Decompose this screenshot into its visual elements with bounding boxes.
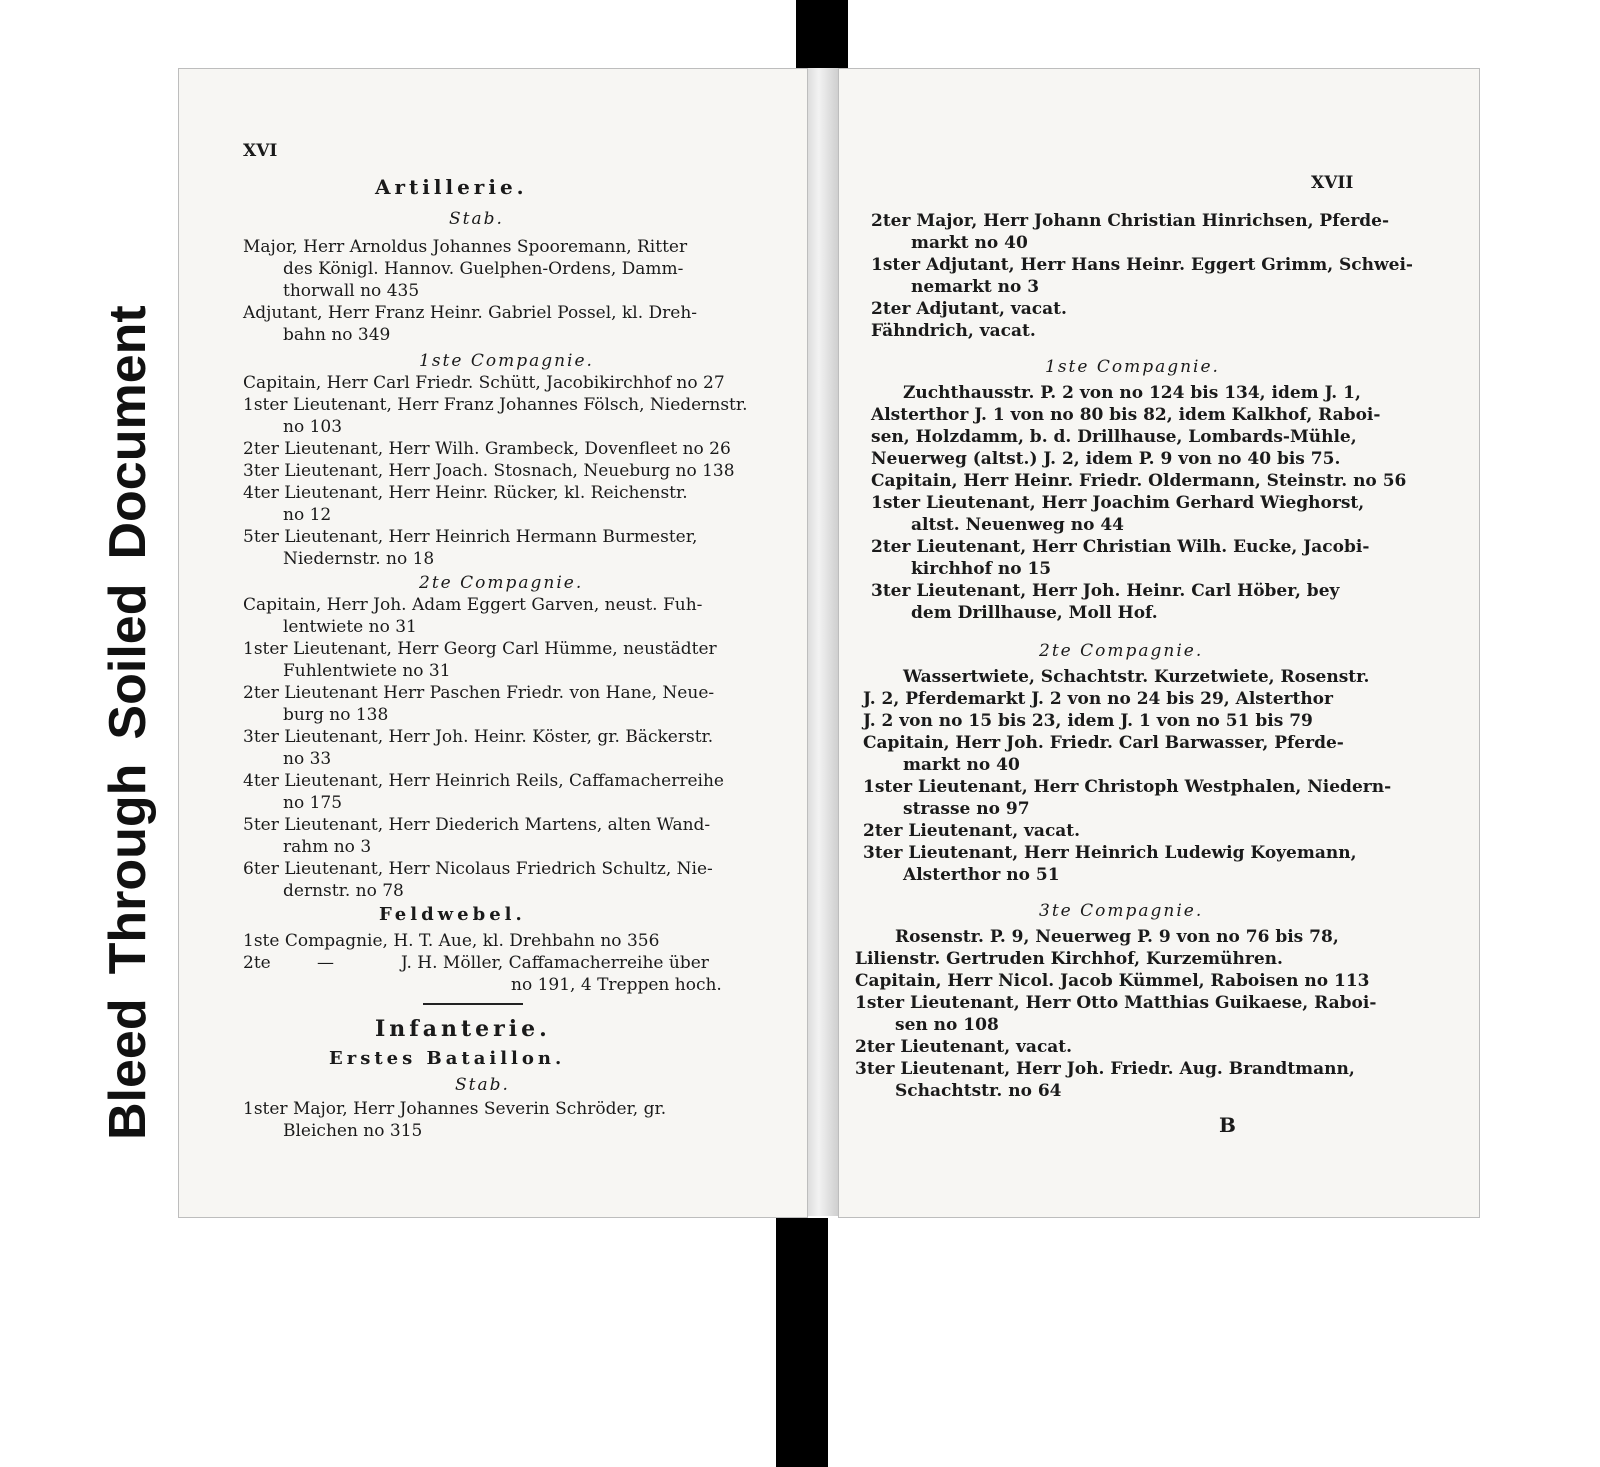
text-line: Capitain, Herr Nicol. Jacob Kümmel, Raboisen no 113 [855, 971, 1370, 991]
text-line: no 191, 4 Treppen hoch. [511, 975, 722, 995]
text-line: Major, Herr Arnoldus Johannes Spooremann, Ritter [243, 237, 688, 257]
battalion-heading: Erstes Bataillon. [329, 1048, 566, 1069]
text-line: Schachtstr. no 64 [895, 1081, 1062, 1101]
text-line: Adjutant, Herr Franz Heinr. Gabriel Possel, kl. Dreh- [243, 303, 698, 323]
page-number: XVII [1311, 173, 1354, 193]
text-line: 2te [243, 953, 271, 973]
text-line: sen no 108 [895, 1015, 999, 1035]
text-line: strasse no 97 [903, 799, 1030, 819]
right-page [838, 68, 1480, 1218]
text-line: thorwall no 435 [283, 281, 420, 301]
company-heading: 2te Compagnie. [419, 573, 584, 593]
section-divider [423, 1003, 523, 1005]
text-line: J. 2 von no 15 bis 23, idem J. 1 von no 51 bis 79 [863, 711, 1313, 731]
text-line: 1ster Lieutenant, Herr Joachim Gerhard Wieghorst, [871, 493, 1365, 513]
text-line: lentwiete no 31 [283, 617, 417, 637]
text-line: 1ster Major, Herr Johannes Severin Schröder, gr. [243, 1099, 667, 1119]
text-line: 4ter Lieutenant, Herr Heinr. Rücker, kl. Reichenstr. [243, 483, 688, 503]
text-line: markt no 40 [911, 233, 1028, 253]
text-line: burg no 138 [283, 705, 389, 725]
text-line: 5ter Lieutenant, Herr Diederich Martens, alten Wand- [243, 815, 711, 835]
text-line: no 33 [283, 749, 332, 769]
text-line: kirchhof no 15 [911, 559, 1052, 579]
text-line: J. H. Möller, Caffamacherreihe über [401, 953, 709, 973]
text-line: dernstr. no 78 [283, 881, 404, 901]
text-line: 3ter Lieutenant, Herr Joh. Heinr. Carl Höber, bey [871, 581, 1340, 601]
text-line: Neuerweg (altst.) J. 2, idem P. 9 von no 40 bis 75. [871, 449, 1341, 469]
text-line: 5ter Lieutenant, Herr Heinrich Hermann Burmester, [243, 527, 698, 547]
text-line: Capitain, Herr Joh. Adam Eggert Garven, neust. Fuh- [243, 595, 703, 615]
text-line: Bleichen no 315 [283, 1121, 423, 1141]
text-line: 2ter Lieutenant, vacat. [863, 821, 1081, 841]
text-line: no 103 [283, 417, 343, 437]
text-line: 1ster Lieutenant, Herr Georg Carl Hümme, neustädter [243, 639, 717, 659]
text-line: 1ster Adjutant, Herr Hans Heinr. Eggert Grimm, Schwei- [871, 255, 1413, 275]
company-heading: 1ste Compagnie. [419, 351, 594, 371]
subsection-heading: Stab. [455, 1075, 510, 1095]
text-line: 6ter Lieutenant, Herr Nicolaus Friedrich Schultz, Nie- [243, 859, 713, 879]
bleed-through-stamp [88, 140, 168, 1140]
text-line: 2ter Adjutant, vacat. [871, 299, 1067, 319]
left-page [178, 68, 808, 1218]
text-line: markt no 40 [903, 755, 1020, 775]
text-line: bahn no 349 [283, 325, 391, 345]
page-number: XVI [243, 141, 278, 161]
text-line: rahm no 3 [283, 837, 372, 857]
signature-mark: B [1219, 1113, 1236, 1137]
text-line: Fuhlentwiete no 31 [283, 661, 451, 681]
text-line: Lilienstr. Gertruden Kirchhof, Kurzemühren. [855, 949, 1283, 969]
text-line: dem Drillhause, Moll Hof. [911, 603, 1158, 623]
text-line: 1ster Lieutenant, Herr Franz Johannes Fölsch, Niedernstr. [243, 395, 748, 415]
company-heading: 1ste Compagnie. [1045, 357, 1220, 377]
text-line: 3ter Lieutenant, Herr Heinrich Ludewig Koyemann, [863, 843, 1357, 863]
text-line: 4ter Lieutenant, Herr Heinrich Reils, Caffamacherreihe [243, 771, 724, 791]
text-line: Fähndrich, vacat. [871, 321, 1036, 341]
subsection-heading: Stab. [449, 209, 504, 229]
company-heading: 2te Compagnie. [1039, 641, 1204, 661]
text-line: altst. Neuenweg no 44 [911, 515, 1125, 535]
ditto-mark: — [317, 953, 334, 973]
stamp-word: Through [99, 763, 157, 975]
text-line: 1ster Lieutenant, Herr Otto Matthias Guikaese, Raboi- [855, 993, 1377, 1013]
text-line: 2ter Lieutenant, vacat. [855, 1037, 1073, 1057]
text-line: no 175 [283, 793, 343, 813]
text-line: no 12 [283, 505, 332, 525]
text-line: Wassertwiete, Schachtstr. Kurzetwiete, Rosenstr. [903, 667, 1370, 687]
stamp-word: Bleed [99, 998, 157, 1140]
text-line: 3ter Lieutenant, Herr Joh. Heinr. Köster, gr. Bäckerstr. [243, 727, 714, 747]
section-title: Infanterie. [375, 1016, 551, 1042]
text-line: 2ter Lieutenant, Herr Wilh. Grambeck, Dovenfleet no 26 [243, 439, 731, 459]
text-line: Capitain, Herr Joh. Friedr. Carl Barwasser, Pferde- [863, 733, 1344, 753]
section-title: Artillerie. [375, 175, 528, 199]
text-line: 2ter Lieutenant, Herr Christian Wilh. Eucke, Jacobi- [871, 537, 1370, 557]
text-line: 1ster Lieutenant, Herr Christoph Westphalen, Niedern- [863, 777, 1392, 797]
text-line: 3ter Lieutenant, Herr Joh. Friedr. Aug. Brandtmann, [855, 1059, 1355, 1079]
text-line: Capitain, Herr Heinr. Friedr. Oldermann, Steinstr. no 56 [871, 471, 1407, 491]
binding-strip-bottom [776, 1218, 828, 1467]
company-heading: 3te Compagnie. [1039, 901, 1204, 921]
book-gutter [806, 68, 838, 1216]
text-line: Niedernstr. no 18 [283, 549, 435, 569]
stamp-word: Document [99, 305, 157, 560]
text-line: J. 2, Pferdemarkt J. 2 von no 24 bis 29, Alsterthor [863, 689, 1333, 709]
text-line: Alsterthor J. 1 von no 80 bis 82, idem Kalkhof, Raboi- [871, 405, 1381, 425]
text-line: Zuchthausstr. P. 2 von no 124 bis 134, idem J. 1, [903, 383, 1361, 403]
text-line: Rosenstr. P. 9, Neuerweg P. 9 von no 76 bis 78, [895, 927, 1339, 947]
text-line: sen, Holzdamm, b. d. Drillhause, Lombards-Mühle, [871, 427, 1357, 447]
text-line: Capitain, Herr Carl Friedr. Schütt, Jacobikirchhof no 27 [243, 373, 725, 393]
text-line: Alsterthor no 51 [903, 865, 1060, 885]
text-line: 3ter Lieutenant, Herr Joach. Stosnach, Neueburg no 138 [243, 461, 735, 481]
text-line: 2ter Major, Herr Johann Christian Hinrichsen, Pferde- [871, 211, 1390, 231]
text-line: 1ste Compagnie, H. T. Aue, kl. Drehbahn no 356 [243, 931, 660, 951]
text-line: nemarkt no 3 [911, 277, 1040, 297]
text-line: des Königl. Hannov. Guelphen-Ordens, Damm- [283, 259, 684, 279]
text-line: 2ter Lieutenant Herr Paschen Friedr. von Hane, Neue- [243, 683, 715, 703]
feldwebel-heading: Feldwebel. [379, 904, 526, 925]
stamp-word: Soiled [99, 583, 157, 740]
